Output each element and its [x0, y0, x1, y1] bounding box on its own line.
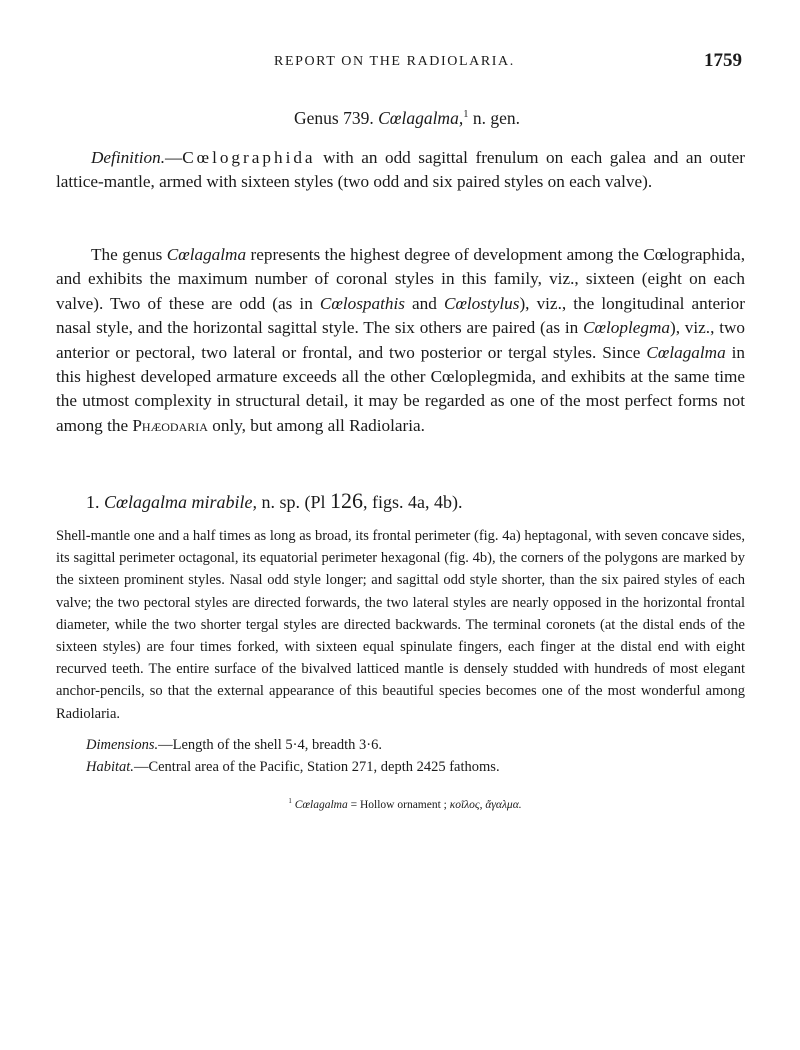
species-number: 1.: [86, 492, 100, 512]
definition-text: with an odd sagittal frenulum on each galea and an outer lattice-mantle, armed with sixteen styles (two odd and six paired styles on each valve).: [56, 148, 745, 192]
definition-dash: —: [165, 148, 183, 167]
genus-name: Cœlagalma,: [378, 108, 464, 128]
figure-ref[interactable]: 4a: [408, 492, 426, 512]
species-text: ).: [452, 492, 463, 512]
body-text: only, but among all Radiolaria.: [207, 415, 425, 435]
body-text: ), viz., the longitudinal anterior nasal style, and the horizontal sagittal style. The six others are paired (as in: [56, 293, 745, 338]
habitat-label: Habitat.: [86, 759, 134, 775]
footnote-term: Cœlagalma: [294, 799, 348, 811]
family-name: Cœlographida: [182, 148, 316, 167]
description-text: ), the corners of the polygons are marked by the sixteen prominent styles. Nasal odd style longer; and sagittal odd style shorter, than the six paired styles of each valve; the two pectoral styles are directed forwards, the two lateral styles are nearly opposed in the horizontal frontal diameter, while the two shorter tergal styles are directed backwards. The terminal coronets (at the distal ends of the sixteen styles) are four times forked, with sixteen equal spinulate fingers, each finger at the distal end with eight recurved teeth. The entire surface of the bivalved latticed mantle is densely studded with hundreds of most elegant anchor-pencils, so that the external appearance of this beautiful species becomes one of the most wonderful among Radiolaria.: [56, 550, 745, 722]
figure-ref[interactable]: 4a: [502, 528, 516, 544]
species-text: , figs.: [363, 492, 409, 512]
definition-label: Definition.: [91, 148, 165, 167]
page-number: 1759: [704, 50, 742, 71]
dimensions-label: Dimensions.: [86, 737, 159, 753]
species-text: ,: [425, 492, 435, 512]
footnote-mark: 1: [288, 798, 292, 806]
dimensions-text: —Length of the shell 5·4, breadth 3·6.: [158, 737, 382, 753]
taxon-name: Cœlostylus: [443, 293, 520, 313]
habitat-line: [86, 759, 500, 776]
body-text: ), viz., two anterior or pectoral, two lateral or frontal, and two posterior or tergal styles. Since: [56, 318, 745, 362]
figure-ref[interactable]: 4b: [472, 550, 488, 567]
order-name: Phæodaria: [132, 415, 208, 435]
habitat-text: —Central area of the Pacific, Station 271, depth 2425 fathoms.: [133, 759, 500, 775]
species-description: [56, 525, 745, 725]
definition-paragraph: [56, 146, 745, 195]
taxon-name: Cœloplegma: [583, 318, 670, 338]
taxon-name: Cœlospathis: [319, 293, 405, 313]
genus-label: Genus 739.: [294, 108, 374, 128]
footnote: [0, 799, 800, 811]
genus-heading: [0, 108, 800, 129]
description-text: Shell-mantle one and a half times as long as broad, its frontal perimeter (fig.: [56, 528, 503, 544]
body-text: in this highest developed armature exceeds all the other Cœloplegmida, and exhibits at the same time the utmost complexity in structural detail, it may be regarded as one of the most perfect forms not among the: [56, 342, 745, 435]
figure-ref[interactable]: 4b: [434, 492, 453, 512]
description-text: ) heptagonal, with seven concave sides, its sagittal perimeter octagonal, its equatorial perimeter hexagonal (fig.: [56, 528, 745, 567]
body-text: The genus: [91, 245, 167, 264]
species-name: Cœlagalma mirabile,: [104, 492, 258, 512]
footnote-greek: κοῖλος, ἄγαλμα.: [449, 799, 522, 811]
taxon-name: Cœlagalma: [166, 245, 247, 264]
genus-discussion-paragraph: [56, 243, 745, 438]
taxon-name: Cœlagalma: [646, 342, 726, 362]
body-text: represents the highest degree of development among the Cœlographida, and exhibits the maximum number of coronal styles in this family, viz., sixteen (eight on each valve). Two of these are odd (as in: [56, 245, 745, 313]
running-title: REPORT ON THE RADIOLARIA.: [274, 54, 515, 69]
plate-number: 126: [330, 488, 364, 513]
dimensions-line: [86, 737, 382, 754]
species-heading: [86, 488, 463, 514]
footnote-text: = Hollow ornament ;: [347, 799, 450, 811]
running-header: [0, 50, 800, 74]
genus-suffix: n. gen.: [468, 108, 520, 128]
body-text: and: [404, 293, 444, 313]
species-text: n. sp. (Pl: [257, 492, 331, 512]
footnote-ref[interactable]: 1: [463, 109, 469, 121]
